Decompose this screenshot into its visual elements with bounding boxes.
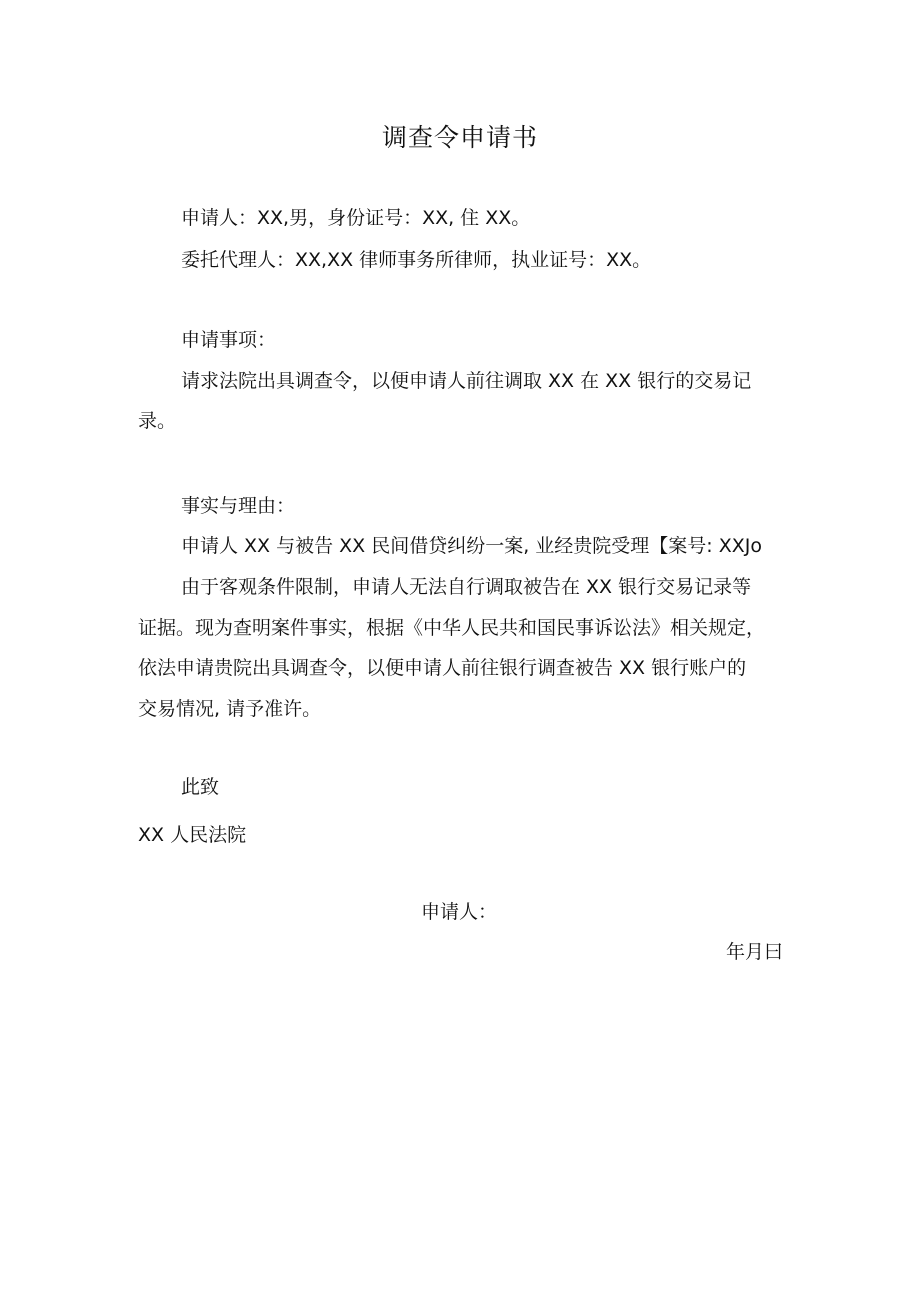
facts-text-line-4: 依法申请贵院出具调查令，以便申请人前往银行调查被告 XX 银行账户的 [138,657,747,679]
court-name: XX 人民法院 [138,824,247,846]
request-text-line-1: 请求法院出具调查令，以便申请人前往调取 XX 在 XX 银行的交易记 [181,370,752,392]
facts-text-line-5: 交易情况, 请予准许。 [138,698,322,720]
facts-heading: 事实与理由： [181,495,296,517]
request-text-line-2: 录。 [138,410,177,432]
signature-label: 申请人： [421,901,498,923]
agent-line: 委托代理人：XX,XX 律师事务所律师，执业证号：XX。 [181,249,652,271]
facts-text-line-3: 证据。现为查明案件事实，根据《中华人民共和国民事诉讼法》相关规定， [138,617,766,639]
document-title: 调查令申请书 [381,123,538,152]
facts-text-line-1: 申请人 XX 与被告 XX 民间借贷纠纷一案, 业经贵院受理【案号: XXJo [181,535,763,557]
date-label: 年月曰 [725,941,783,963]
facts-text-line-2: 由于客观条件限制，申请人无法自行调取被告在 XX 银行交易记录等 [181,576,752,598]
closing-salutation: 此致 [181,776,220,798]
request-heading: 申请事项： [181,329,277,351]
applicant-line: 申请人：XX,男，身份证号：XX, 住 XX。 [181,207,531,229]
